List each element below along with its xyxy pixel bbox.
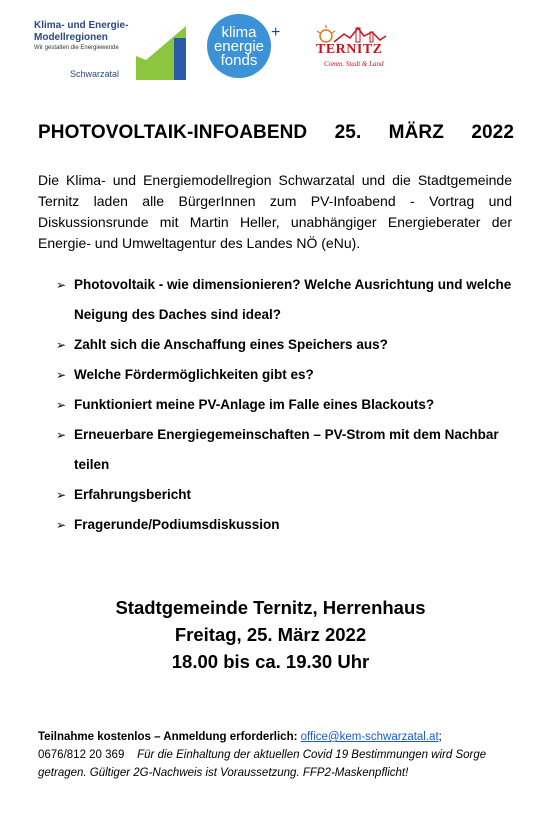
arrow-bullet-icon: ➢: [56, 518, 67, 532]
arrow-bullet-icon: ➢: [56, 488, 67, 502]
list-item-text: Fragerunde/Podiumsdiskussion: [74, 517, 280, 532]
arrow-bullet-icon: ➢: [56, 278, 67, 292]
list-item-text: Erneuerbare Energiegemeinschaften – PV-Strom mit dem Nachbar teilen: [74, 427, 499, 472]
ternitz-logo: [314, 22, 404, 78]
kem-logo-line1: Klima- und Energie-: [34, 20, 129, 31]
klima-logo-plus: +: [271, 24, 281, 41]
ternitz-logo-tagline: Comm. Stadt & Land: [324, 60, 384, 68]
email-link[interactable]: office@kem-schwarzatal.at: [300, 731, 439, 743]
ternitz-skyline-icon: [314, 22, 394, 44]
event-location: Stadtgemeinde Ternitz, Herrenhaus: [115, 597, 426, 618]
kem-logo-line2: Modellregionen: [34, 32, 108, 43]
event-details: [0, 594, 541, 675]
list-item-text: Welche Fördermöglichkeiten gibt es?: [74, 367, 314, 382]
klima-logo-line2: energie: [213, 38, 265, 55]
list-item: [56, 510, 516, 540]
covid-notice: Für die Einhaltung der aktuellen Covid 19 Bestimmungen wird Sorge getragen. Gültiger 2G-Nachweis ist Voraussetzung. FFP2-Maskenpflicht!: [38, 749, 487, 779]
kem-logo-region: Schwarzatal: [70, 69, 120, 79]
arrow-bullet-icon: ➢: [56, 428, 67, 442]
footer-notice: [38, 728, 508, 782]
event-date: Freitag, 25. März 2022: [174, 624, 367, 645]
event-time: 18.00 bis ca. 19.30 Uhr: [171, 651, 370, 672]
list-item-text: Zahlt sich die Anschaffung eines Speichers aus?: [74, 337, 388, 352]
list-item: [56, 360, 516, 390]
list-item: [56, 330, 516, 360]
list-item-text: Photovoltaik - wie dimensionieren? Welche Ausrichtung und welche Neigung des Daches sind ideal?: [74, 277, 512, 322]
registration-text: Teilnahme kostenlos – Anmeldung erforderlich:: [38, 731, 301, 743]
list-item-text: Funktioniert meine PV-Anlage im Falle eines Blackouts?: [74, 397, 435, 412]
arrow-bullet-icon: ➢: [56, 338, 67, 352]
list-item: [56, 270, 516, 330]
page-title: PHOTOVOLTAIK-INFOABEND 25. MÄRZ 2022: [38, 122, 514, 143]
list-item: [56, 480, 516, 510]
header-logos: [0, 14, 541, 84]
intro-paragraph: Die Klima- und Energiemodellregion Schwarzatal und die Stadtgemeinde Ternitz laden alle BürgerInnen zum PV-Infoabend - Vortrag und Diskussionsrunde mit Martin Heller, unabhängiger Energieberater der Energie- und Umweltagentur des Landes NÖ (eNu).: [38, 172, 512, 251]
klima-logo-line3: fonds: [220, 52, 258, 69]
arrow-bullet-icon: ➢: [56, 398, 67, 412]
klima-logo-line1: klima: [221, 24, 257, 41]
ternitz-logo-name: TERNITZ: [316, 42, 383, 57]
topic-list: [56, 270, 516, 540]
list-item-text: Erfahrungsbericht: [74, 487, 192, 502]
kem-logo-graphic: [136, 16, 188, 82]
klima-energie-fonds-logo: [207, 14, 287, 80]
email-separator: ;: [438, 731, 442, 743]
kem-logo: [34, 16, 189, 82]
list-item: [56, 390, 516, 420]
kem-logo-tagline: Wir gestalten die Energiewende: [34, 45, 119, 51]
arrow-bullet-icon: ➢: [56, 368, 67, 382]
list-item: [56, 420, 516, 480]
phone-number: 0676/812 20 369: [38, 749, 125, 761]
